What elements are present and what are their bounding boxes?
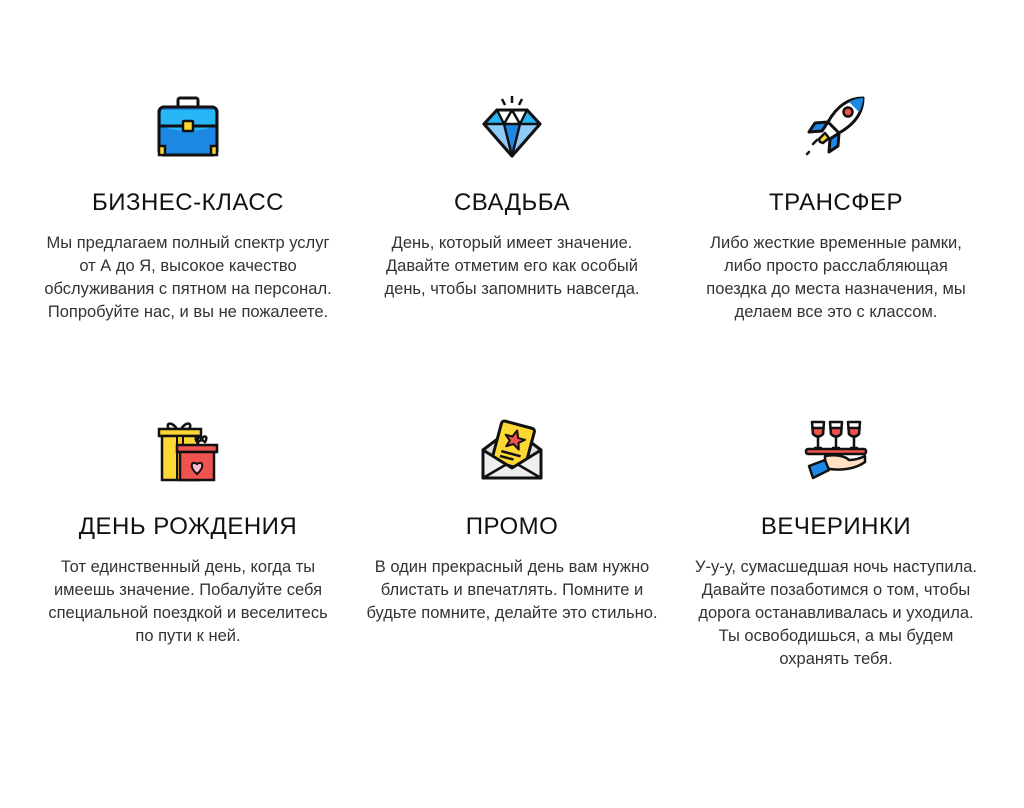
service-description: Мы предлагаем полный спектр услуг от А до Я, высокое качество обслуживания с пятном на персонал. Попробуйте нас, и вы не пожалеете.	[44, 234, 332, 321]
service-title: СВАДЬБА	[453, 189, 571, 216]
gift-icon	[153, 416, 223, 486]
service-description: У-у-у, сумасшедшая ночь наступила. Давайте позаботимся о том, чтобы дорога останавливалась и уходила. Ты освободишься, а мы будем охранять тебя.	[695, 558, 977, 668]
service-title: ВЕЧЕРИНКИ	[760, 513, 912, 540]
service-card-transfer	[686, 92, 986, 324]
glasses-tray-icon	[801, 416, 871, 486]
service-card-parties	[686, 416, 986, 671]
service-description: Либо жесткие временные рамки, либо просто расслабляющая поездка до места назначения, мы делаем все это с классом.	[706, 234, 966, 321]
service-title: ТРАНСФЕР	[769, 189, 903, 216]
service-card-birthday	[38, 416, 338, 648]
service-card-business	[38, 92, 338, 324]
service-card-wedding	[362, 92, 662, 301]
service-title: ПРОМО	[465, 513, 559, 540]
service-title: БИЗНЕС-КЛАСС	[91, 189, 285, 216]
service-card-promo	[362, 416, 662, 625]
diamond-icon	[477, 92, 547, 162]
rocket-icon	[801, 92, 871, 162]
envelope-star-icon	[477, 416, 547, 486]
service-description: Тот единственный день, когда ты имеешь значение. Побалуйте себя специальной поездкой и веселитесь по пути к ней.	[48, 558, 328, 645]
briefcase-icon	[153, 92, 223, 162]
service-title: ДЕНЬ РОЖДЕНИЯ	[78, 513, 298, 540]
service-description: В один прекрасный день вам нужно блистать и впечатлять. Помните и будьте помните, делайте это стильно.	[366, 558, 658, 622]
service-description: День, который имеет значение. Давайте отметим его как особый день, чтобы запомнить навсегда.	[384, 234, 640, 298]
